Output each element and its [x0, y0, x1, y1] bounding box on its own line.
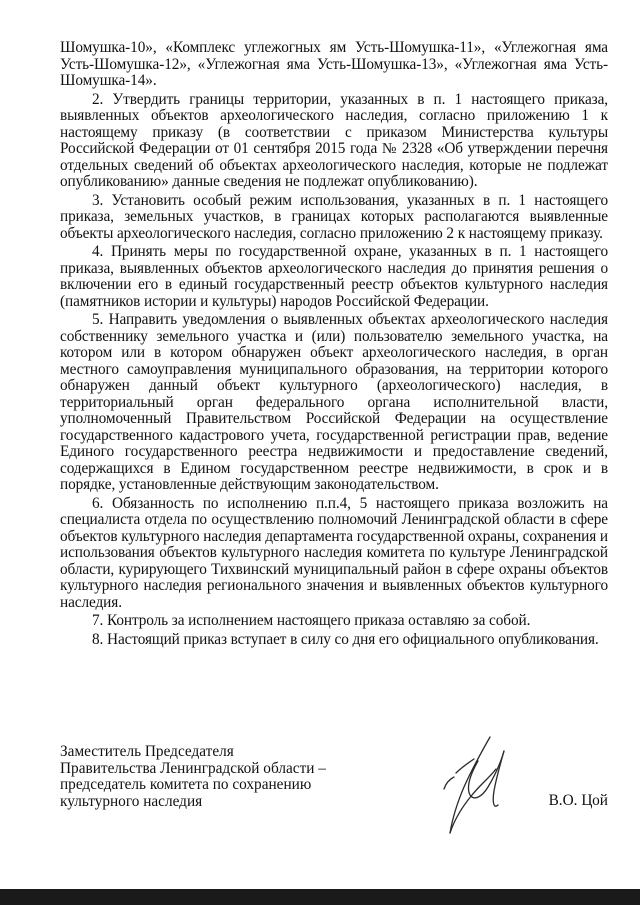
signatory-title-line: председатель комитета по сохранению — [60, 776, 312, 793]
paragraph-item-3: 3. Установить особый режим использования, указанных в п. 1 настоящего приказа, земельных участков, в границах которых располагаются выявленные объекты археологического наследия, согласно приложению 2 к настоящему приказу. — [60, 191, 608, 242]
paragraph-item-8: 8. Настоящий приказ вступает в силу со дня его официального опубликования. — [92, 630, 599, 648]
signatory-title-line: Правительства Ленинградской области – — [60, 759, 326, 777]
paragraph-item-5: 5. Направить уведомления о выявленных объектах археологического наследия собственнику земельного участка и (или) пользователю земельного участка, на котором или в котором обнаружен объект археологического наследия, в орган местного самоуправления муниципального образования, на территории которого обнаружен данный объект культурного (археологического) наследия, в территориальный орган федерального органа исполнительной власти, уполномоченный Правительством Российской Федерации на осуществление государственного кадастрового учета, государственной регистрации прав, ведение Единого государственного реестра недвижимости и предоставление сведений, содержащихся в Едином государственном реестре недвижимости, в срок и в порядке, установленные действующим законодательством. — [60, 311, 608, 493]
document-body — [60, 40, 608, 650]
signature-block — [60, 734, 608, 854]
paragraph-item-7: 7. Контроль за исполнением настоящего приказа оставляю за собой. — [92, 612, 531, 629]
signatory-title-line: Заместитель Председателя — [60, 743, 234, 760]
paragraph-continuation: Шомушка-10», «Комплекс углежогных ям Усть-Шомушка-11», «Углежогная яма Усть-Шомушка-12», «Углежогная яма Усть-Шомушка-13», «Углежогная яма Усть-Шомушка-14». — [60, 39, 608, 89]
signatory-title — [60, 744, 380, 810]
paragraph-item-2: 2. Утвердить границы территории, указанных в п. 1 настоящего приказа, выявленных объектов археологического наследия, согласно приложению 1 к настоящему приказу (в соответствии с приказом Министерства культуры Российской Федерации от 01 сентября 2015 года № 2328 «Об утверждении перечня отдельных сведений об объектах археологического наследия, которые не подлежат опубликованию» данные сведения не подлежат опубликованию). — [60, 90, 608, 190]
paragraph-item-4: 4. Принять меры по государственной охране, указанных в п. 1 настоящего приказа, выявленных объектов археологического наследия до принятия решения о включении его в единый государственный реестр объектов культурного наследия (памятников истории и культуры) народов Российской Федерации. — [60, 243, 608, 310]
signatory-title-line: культурного наследия — [60, 792, 203, 810]
handwritten-signature — [420, 729, 540, 844]
signatory-name: В.О. Цой — [548, 792, 608, 809]
scan-edge-bar — [0, 889, 640, 905]
paragraph-item-6: 6. Обязанность по исполнению п.п.4, 5 настоящего приказа возложить на специалиста отдела по осуществлению полномочий Ленинградской области в сфере объектов культурного наследия департамента государственной охраны, сохранения и использования объектов культурного наследия комитета по культуре Ленинградской области, курирующего Тихвинский муниципальный район в сфере охраны объектов культурного наследия регионального значения и выявленных объектов культурного наследия. — [60, 494, 608, 611]
